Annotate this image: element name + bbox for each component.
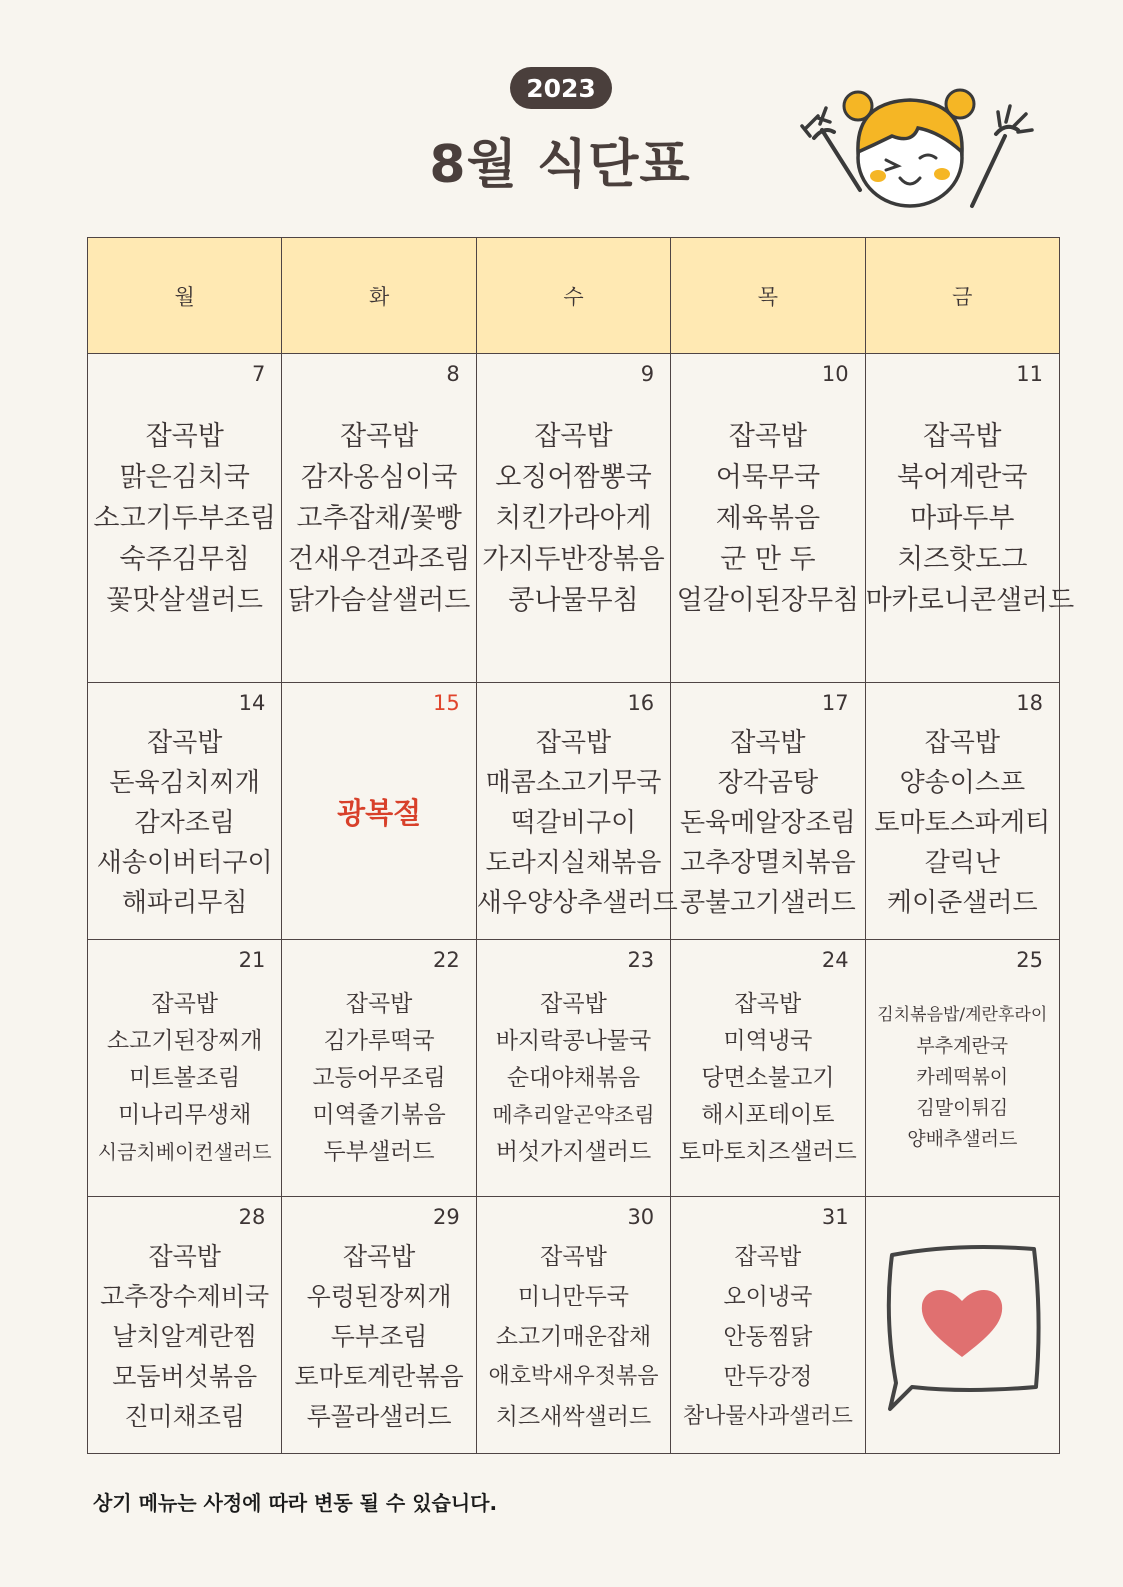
- menu-list: [865, 416, 1075, 621]
- date-number-holiday: 15: [433, 691, 460, 715]
- menu-item: 잡곡밥: [734, 991, 802, 1017]
- menu-item: 치즈핫도그: [897, 544, 1028, 575]
- menu-list: [477, 1237, 670, 1437]
- menu-item: 미역줄기볶음: [312, 1102, 446, 1128]
- holiday-cell: [282, 683, 476, 940]
- menu-item: 고등어무조림: [312, 1065, 446, 1091]
- weekday-header-row: [88, 238, 1060, 354]
- menu-list: [282, 416, 475, 621]
- menu-item: 버섯가지샐러드: [495, 1139, 652, 1165]
- menu-item: 매콤소고기무국: [485, 768, 662, 798]
- date-number: 22: [433, 948, 460, 972]
- menu-item: 오징어짬뽕국: [495, 462, 652, 493]
- menu-item: 감자옹심이국: [300, 462, 458, 493]
- heart-icon: [921, 1290, 1001, 1357]
- menu-item: 잡곡밥: [923, 421, 1002, 452]
- day-cell: [476, 1197, 670, 1454]
- menu-list: [866, 1000, 1059, 1155]
- menu-item: 떡갈비구이: [510, 808, 637, 838]
- menu-item: 콩나물무침: [508, 585, 639, 616]
- day-cell: [476, 940, 670, 1197]
- menu-item: 토마토스파게티: [874, 808, 1051, 838]
- menu-item: 잡곡밥: [147, 728, 223, 758]
- day-cell: [865, 683, 1059, 940]
- menu-item: 꽃맛살샐러드: [106, 585, 263, 616]
- menu-item: 두부샐러드: [323, 1139, 435, 1165]
- menu-item: 케이준샐러드: [886, 888, 1038, 918]
- day-cell: [671, 940, 865, 1197]
- weekday-thu: 목: [671, 238, 865, 354]
- day-cell: [865, 940, 1059, 1197]
- menu-item: 잡곡밥: [148, 1242, 221, 1271]
- menu-item: 잡곡밥: [145, 421, 224, 452]
- week-row-3: [88, 940, 1060, 1197]
- weekday-tue: 화: [282, 238, 476, 354]
- menu-item: 잡곡밥: [151, 991, 219, 1017]
- menu-item: 진미채조림: [124, 1402, 246, 1431]
- menu-item: 잡곡밥: [540, 991, 607, 1017]
- menu-item: 치킨가라아게: [495, 503, 652, 534]
- menu-item: 바지락콩나물국: [495, 1028, 652, 1054]
- menu-item: 오이냉국: [723, 1284, 813, 1310]
- menu-item: 제육볶음: [715, 503, 821, 534]
- menu-item: 마카로니콘샐러드: [865, 585, 1075, 616]
- menu-item: 잡곡밥: [345, 991, 413, 1017]
- menu-list: [671, 986, 864, 1171]
- menu-item: 도라지실채볶음: [485, 848, 662, 878]
- menu-list: [477, 416, 670, 621]
- weekday-wed: 수: [476, 238, 670, 354]
- menu-item: 김가루떡국: [323, 1028, 435, 1054]
- date-number: 25: [1016, 948, 1043, 972]
- menu-list: [671, 416, 864, 621]
- date-number: 9: [640, 362, 655, 386]
- menu-item: 얼갈이된장무침: [676, 585, 860, 616]
- menu-list: [477, 986, 670, 1171]
- week-row-2: [88, 683, 1060, 940]
- menu-item: 소고기두부조림: [93, 503, 276, 534]
- menu-item: 미역냉국: [723, 1028, 813, 1054]
- menu-item: 고추장수제비국: [100, 1282, 270, 1311]
- menu-list: [671, 1237, 864, 1437]
- menu-item: 어묵무국: [715, 462, 821, 493]
- menu-item: 치즈새싹샐러드: [495, 1404, 652, 1430]
- menu-item: 미나리무생채: [118, 1102, 252, 1128]
- menu-item: 김치볶음밥/계란후라이: [877, 1005, 1048, 1025]
- date-number: 31: [821, 1205, 849, 1229]
- menu-item: 두부조림: [330, 1322, 428, 1351]
- menu-item: 돈육메알장조림: [679, 808, 856, 838]
- disclaimer-note: 상기 메뉴는 사정에 따라 변동 될 수 있습니다.: [93, 1491, 498, 1515]
- day-cell: [865, 354, 1075, 683]
- menu-item: 콩불고기샐러드: [679, 888, 856, 918]
- menu-item: 미트볼조림: [129, 1065, 241, 1091]
- weekday-fri: 금: [865, 238, 1059, 354]
- menu-item: 잡곡밥: [534, 421, 613, 452]
- menu-item: 안동찜닭: [723, 1324, 813, 1350]
- day-cell: [671, 683, 865, 940]
- date-number: 17: [821, 691, 849, 715]
- menu-item: 북어계란국: [897, 462, 1028, 493]
- menu-item: 양배추샐러드: [907, 1128, 1018, 1150]
- date-number: 29: [433, 1205, 460, 1229]
- menu-item: 잡곡밥: [535, 728, 612, 758]
- menu-item: 잡곡밥: [342, 1242, 416, 1271]
- menu-item: 맑은김치국: [119, 462, 250, 493]
- weekday-mon: 월: [88, 238, 282, 354]
- menu-item: 부추계란국: [916, 1035, 1009, 1057]
- menu-item: 모둠버섯볶음: [112, 1362, 258, 1391]
- empty-cell: [865, 1197, 1059, 1454]
- week-row-4: [88, 1197, 1060, 1454]
- menu-item: 잡곡밥: [540, 1244, 607, 1270]
- date-number: 8: [446, 362, 460, 386]
- date-number: 16: [627, 691, 655, 715]
- menu-list: [671, 723, 864, 923]
- menu-list: [88, 416, 281, 621]
- date-number: 11: [1016, 362, 1043, 386]
- menu-item: 토마토계란볶음: [294, 1362, 464, 1391]
- day-cell: [476, 354, 670, 683]
- menu-item: 만두강정: [723, 1364, 813, 1390]
- menu-item: 고추장멸치볶음: [679, 848, 856, 878]
- menu-item: 잡곡밥: [728, 421, 807, 452]
- year-badge: 2023: [510, 67, 612, 109]
- menu-item: 건새우견과조림: [287, 544, 471, 575]
- menu-list: [88, 1237, 281, 1437]
- day-cell: [282, 940, 476, 1197]
- menu-item: 카레떡볶이: [916, 1066, 1009, 1088]
- day-cell: [671, 354, 865, 683]
- day-cell: [88, 940, 282, 1197]
- day-cell: [88, 683, 282, 940]
- menu-item: 잡곡밥: [924, 728, 1000, 758]
- menu-item: 돈육김치찌개: [109, 768, 261, 798]
- menu-item: 숙주김무침: [119, 544, 250, 575]
- menu-item: 해파리무침: [121, 888, 248, 918]
- menu-item: 닭가슴살샐러드: [287, 585, 471, 616]
- menu-item: 시금치베이컨샐러드: [97, 1140, 272, 1164]
- date-number: 10: [821, 362, 849, 386]
- day-cell: [476, 683, 678, 940]
- date-number: 24: [821, 948, 849, 972]
- menu-list: [476, 723, 678, 923]
- menu-item: 잡곡밥: [339, 421, 419, 452]
- day-cell: [88, 1197, 282, 1454]
- day-cell: [282, 354, 476, 683]
- menu-list: [88, 986, 281, 1171]
- date-number: 14: [238, 691, 266, 715]
- menu-item: 당면소불고기: [701, 1065, 835, 1091]
- menu-list: [866, 723, 1059, 923]
- menu-item: 우렁된장찌개: [306, 1282, 452, 1311]
- date-number: 30: [627, 1205, 655, 1229]
- date-number: 23: [627, 948, 655, 972]
- menu-item: 가지두반장볶음: [482, 544, 665, 575]
- menu-item: 김말이튀김: [916, 1097, 1009, 1119]
- menu-item: 참나물사과샐러드: [682, 1404, 853, 1429]
- menu-item: 날치알계란찜: [112, 1322, 258, 1351]
- weekly-menu-table: [87, 237, 1075, 1454]
- menu-item: 소고기된장찌개: [106, 1028, 263, 1054]
- menu-item: 메추리알곤약조림: [492, 1103, 655, 1127]
- menu-list: [282, 1237, 475, 1437]
- menu-item: 새우양상추샐러드: [476, 888, 678, 918]
- menu-item: 애호박새우젓볶음: [488, 1364, 659, 1389]
- menu-list: [282, 986, 475, 1171]
- menu-item: 토마토치즈샐러드: [678, 1139, 857, 1165]
- heart-speech-bubble-icon: [876, 1237, 1046, 1417]
- date-number: 28: [238, 1205, 266, 1229]
- menu-item: 루꼴라샐러드: [306, 1402, 452, 1431]
- menu-item: 미니만두국: [517, 1284, 630, 1310]
- menu-item: 순대야채볶음: [506, 1065, 641, 1091]
- menu-item: 군 만 두: [720, 544, 816, 575]
- date-number: 18: [1016, 691, 1043, 715]
- cheering-kid-illustration: [800, 78, 1040, 218]
- menu-list: [88, 723, 281, 923]
- day-cell: [282, 1197, 476, 1454]
- menu-item: 마파두부: [910, 503, 1015, 534]
- menu-item: 고추잡채/꽃빵: [296, 503, 462, 534]
- day-cell: [671, 1197, 865, 1454]
- day-cell: [88, 354, 282, 683]
- holiday-label: 광복절: [337, 796, 422, 830]
- menu-item: 새송이버터구이: [96, 848, 273, 878]
- menu-item: 잡곡밥: [730, 728, 806, 758]
- menu-item: 장각곰탕: [717, 768, 819, 798]
- menu-item: 해시포테이토: [701, 1102, 835, 1128]
- menu-item: 잡곡밥: [734, 1244, 802, 1270]
- menu-item: 소고기매운잡채: [495, 1324, 652, 1350]
- week-row-1: [88, 354, 1060, 683]
- menu-item: 양송이스프: [899, 768, 1026, 798]
- menu-item: 감자조림: [134, 808, 235, 838]
- date-number: 21: [238, 948, 266, 972]
- date-number: 7: [252, 362, 266, 386]
- page-title: 8월 식단표: [429, 135, 691, 195]
- menu-item: 갈릭난: [924, 848, 1000, 878]
